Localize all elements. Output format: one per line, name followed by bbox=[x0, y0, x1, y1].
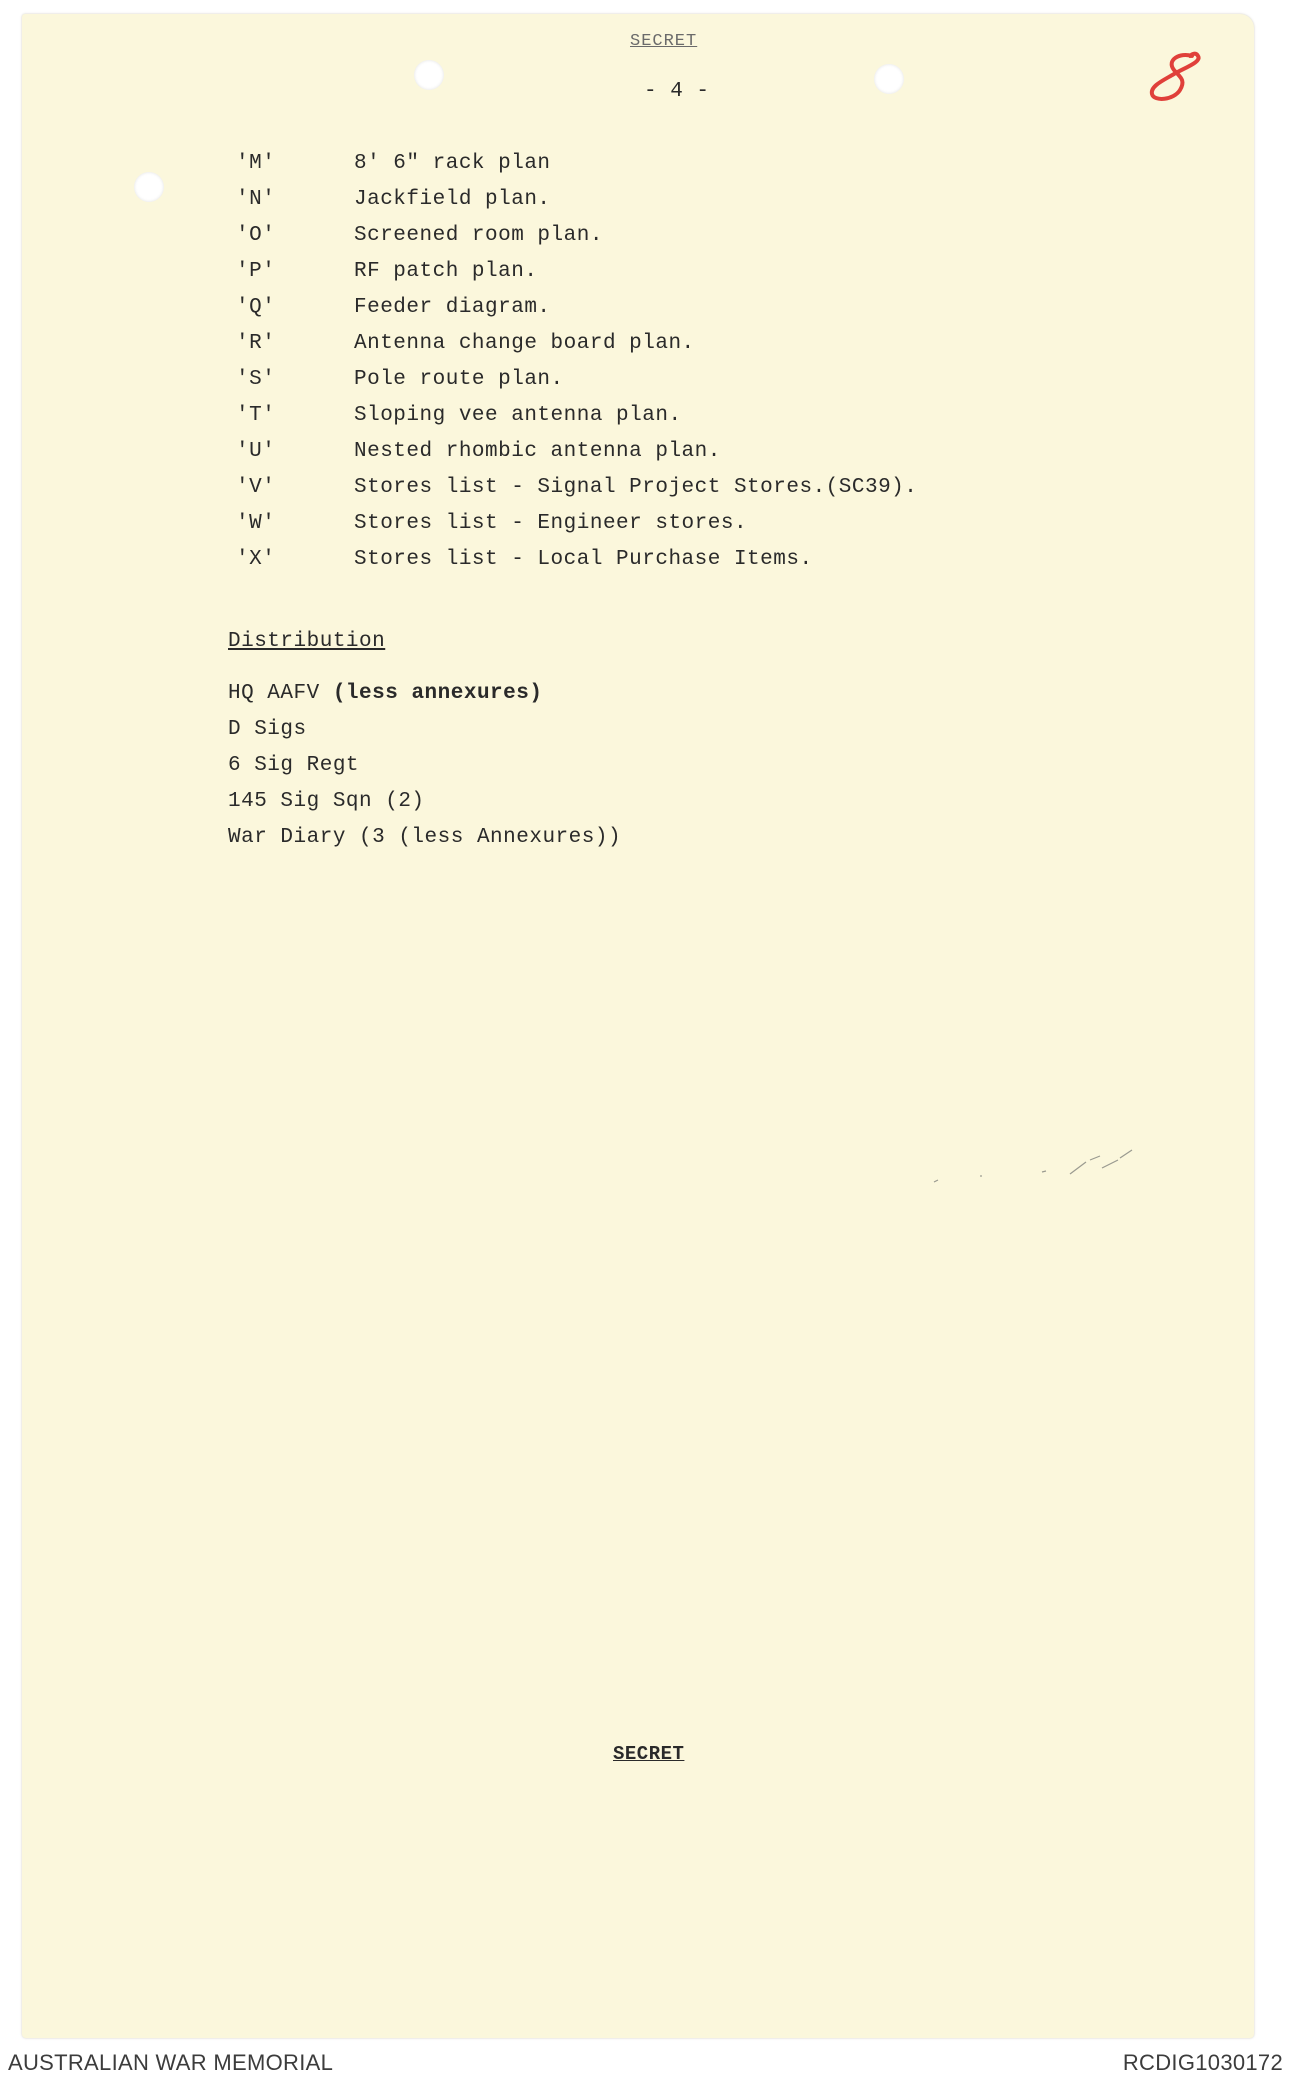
annexure-letter: 'V' bbox=[236, 476, 276, 499]
annexure-letter: 'R' bbox=[236, 332, 276, 355]
distribution-item bbox=[228, 718, 307, 741]
annexure-letter: 'S' bbox=[236, 368, 276, 391]
annexure-letter: 'X' bbox=[236, 548, 276, 571]
annexure-letter: 'O' bbox=[236, 224, 276, 247]
annexure-description: RF patch plan. bbox=[354, 260, 538, 283]
annexure-description: Stores list - Signal Project Stores.(SC39). bbox=[354, 476, 918, 499]
annexure-description: Feeder diagram. bbox=[354, 296, 551, 319]
stray-ink-marks bbox=[920, 1130, 1170, 1190]
folio-number-handwritten bbox=[1140, 50, 1210, 110]
document-page bbox=[22, 14, 1254, 2038]
annexure-description: Sloping vee antenna plan. bbox=[354, 404, 682, 427]
distribution-item bbox=[228, 754, 359, 777]
distribution-heading: Distribution bbox=[228, 630, 386, 653]
header-classification: SECRET bbox=[630, 32, 698, 51]
punch-hole bbox=[414, 60, 444, 90]
distribution-item bbox=[228, 682, 542, 705]
distribution-recipient: War Diary (3 (less Annexures)) bbox=[228, 826, 622, 849]
distribution-recipient: D Sigs bbox=[228, 718, 307, 741]
distribution-note: (less annexures) bbox=[332, 682, 543, 705]
archive-institution: AUSTRALIAN WAR MEMORIAL bbox=[8, 2050, 334, 2075]
annexure-letter: 'T' bbox=[236, 404, 276, 427]
distribution-item bbox=[228, 826, 621, 849]
page-number: - 4 - bbox=[644, 80, 710, 103]
annexure-description: Stores list - Local Purchase Items. bbox=[354, 548, 813, 571]
footer-classification: SECRET bbox=[613, 1743, 685, 1765]
distribution-item bbox=[228, 790, 425, 813]
annexure-letter: 'N' bbox=[236, 188, 276, 211]
annexure-description: 8' 6" rack plan bbox=[354, 152, 551, 175]
annexure-description: Pole route plan. bbox=[354, 368, 564, 391]
punch-hole bbox=[134, 172, 164, 202]
annexure-letter: 'U' bbox=[236, 440, 276, 463]
annexure-description: Stores list - Engineer stores. bbox=[354, 512, 748, 535]
distribution-recipient: 6 Sig Regt bbox=[228, 754, 360, 777]
annexure-letter: 'W' bbox=[236, 512, 276, 535]
distribution-recipient: HQ AAFV bbox=[228, 682, 333, 705]
annexure-letter: 'M' bbox=[236, 152, 276, 175]
annexure-letter: 'Q' bbox=[236, 296, 276, 319]
annexure-description: Nested rhombic antenna plan. bbox=[354, 440, 721, 463]
annexure-description: Screened room plan. bbox=[354, 224, 603, 247]
archive-identifier: RCDIG1030172 bbox=[1122, 2050, 1283, 2075]
annexure-letter: 'P' bbox=[236, 260, 276, 283]
annexure-description: Jackfield plan. bbox=[354, 188, 551, 211]
punch-hole bbox=[874, 64, 904, 94]
distribution-recipient: 145 Sig Sqn (2) bbox=[228, 790, 425, 813]
annexure-description: Antenna change board plan. bbox=[354, 332, 695, 355]
